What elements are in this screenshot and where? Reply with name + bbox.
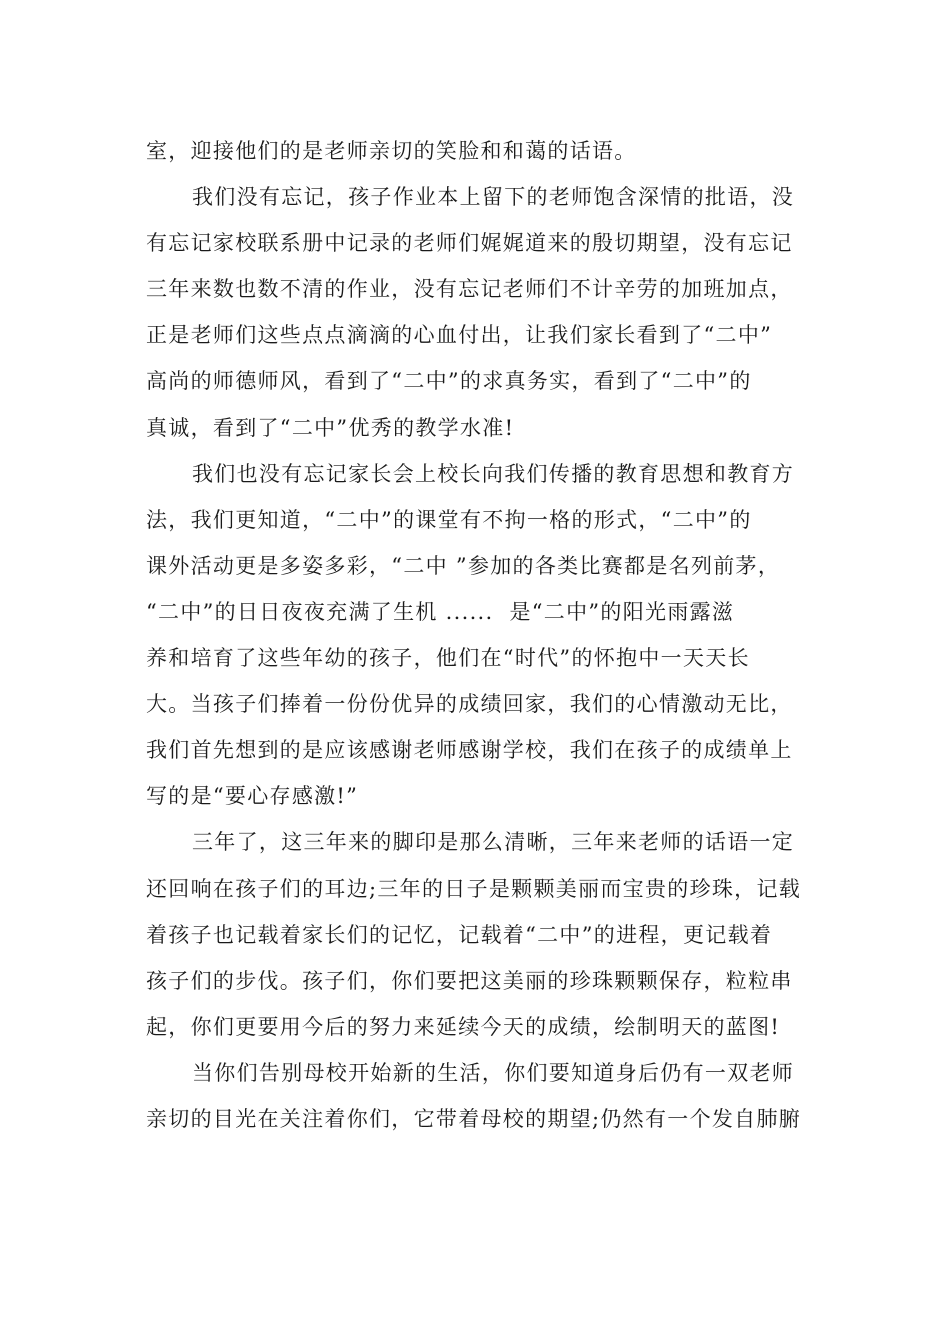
text-line: 三年了，这三年来的脚印是那么清晰，三年来老师的话语一定 xyxy=(192,830,795,855)
text-line: 高尚的师德师风，看到了“二中”的求真务实，看到了“二中”的 xyxy=(146,369,752,394)
text-line: 有忘记家校联系册中记录的老师们娓娓道来的殷切期望，没有忘记 xyxy=(146,231,793,256)
text-line: 写的是“要心存感激!” xyxy=(146,784,359,809)
text-line: 我们没有忘记，孩子作业本上留下的老师饱含深情的批语，没 xyxy=(192,185,795,210)
text-line: 三年来数也数不清的作业，没有忘记老师们不计辛劳的加班加点， xyxy=(146,277,793,302)
text-line: 法，我们更知道，“二中”的课堂有不拘一格的形式，“二中”的 xyxy=(146,507,752,532)
text-line: 亲切的目光在关注着你们，它带着母校的期望;仍然有一个发自肺腑 xyxy=(146,1106,802,1131)
text-line: 我们首先想到的是应该感谢老师感谢学校，我们在孩子的成绩单上 xyxy=(146,738,793,763)
text-line: 我们也没有忘记家长会上校长向我们传播的教育思想和教育方 xyxy=(192,461,795,486)
text-line: 大。当孩子们捧着一份份优异的成绩回家，我们的心情激动无比， xyxy=(146,692,793,717)
text-line: 室，迎接他们的是老师亲切的笑脸和和蔼的话语。 xyxy=(146,139,637,163)
text-line: 养和培育了这些年幼的孩子，他们在“时代”的怀抱中一天天长 xyxy=(146,646,750,671)
text-line: 孩子们的步伐。孩子们，你们要把这美丽的珍珠颗颗保存，粒粒串 xyxy=(146,968,793,993)
text-line: 正是老师们这些点点滴滴的心血付出，让我们家长看到了“二中” xyxy=(146,323,773,348)
text-line: 起，你们更要用今后的努力来延续今天的成绩，绘制明天的蓝图! xyxy=(146,1014,781,1039)
text-line: 真诚，看到了“二中”优秀的教学水准! xyxy=(146,415,515,440)
text-line: “二中”的日日夜夜充满了生机 ...... 是“二中”的阳光雨露滋 xyxy=(146,599,735,624)
text-line: 当你们告别母校开始新的生活，你们要知道身后仍有一双老师 xyxy=(192,1060,795,1085)
text-line: 课外活动更是多姿多彩，“二中 ”参加的各类比赛都是名列前茅， xyxy=(146,553,781,578)
text-line: 着孩子也记载着家长们的记忆，记载着“二中”的进程，更记载着 xyxy=(146,922,773,947)
document-body xyxy=(146,128,806,1142)
text-line: 还回响在孩子们的耳边;三年的日子是颗颗美丽而宝贵的珍珠，记载 xyxy=(146,876,802,901)
